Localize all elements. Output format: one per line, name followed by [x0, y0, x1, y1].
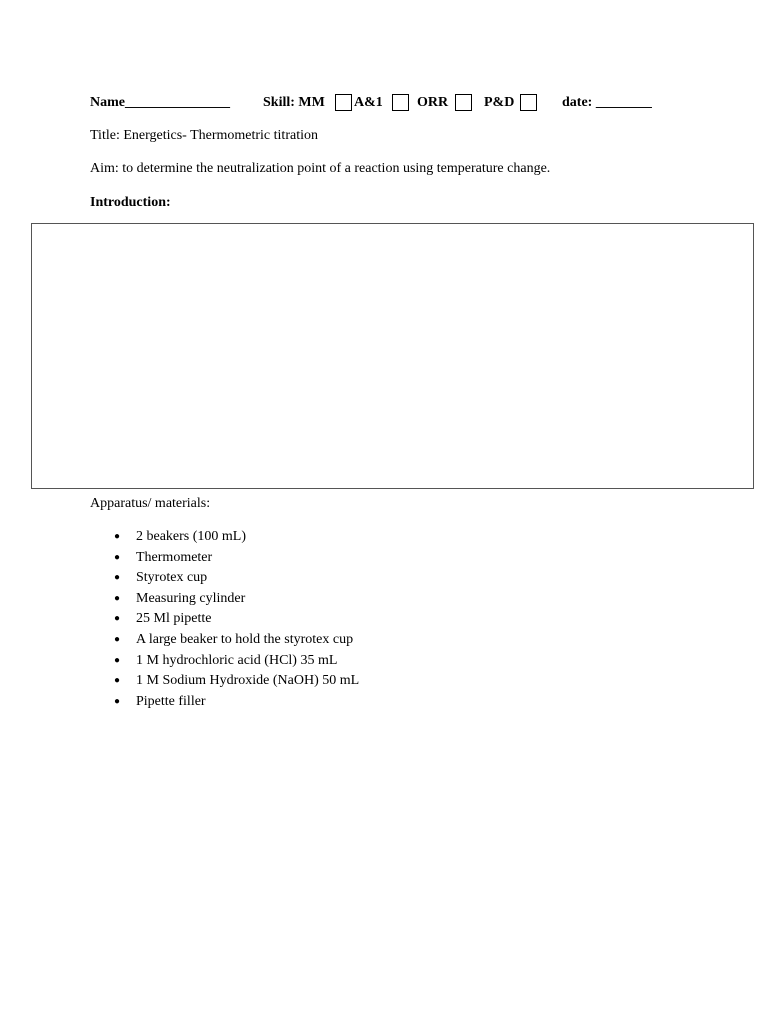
- skill-label: Skill: MM: [263, 95, 325, 110]
- skill-pd-checkbox[interactable]: [520, 94, 537, 111]
- skill-ai-label: A&1: [354, 95, 383, 110]
- list-item: ● Thermometer: [112, 548, 359, 569]
- list-item: ● Styrotex cup: [112, 568, 359, 589]
- bullet-icon: ●: [114, 675, 121, 687]
- worksheet-aim: Aim: to determine the neutralization point of a reaction using temperature change.: [90, 161, 551, 176]
- list-item: ● Measuring cylinder: [112, 589, 359, 610]
- apparatus-heading: Apparatus/ materials:: [90, 496, 211, 511]
- bullet-icon: ●: [114, 633, 121, 645]
- bullet-icon: ●: [114, 654, 121, 666]
- introduction-answer-box[interactable]: [31, 223, 754, 489]
- date-field-label: date: ________: [562, 95, 652, 110]
- skill-orr-checkbox[interactable]: [455, 94, 472, 111]
- bullet-icon: ●: [114, 613, 121, 625]
- skill-orr-label: ORR: [417, 95, 449, 110]
- skill-pd-label: P&D: [484, 95, 515, 110]
- list-item: ● 25 Ml pipette: [112, 609, 359, 630]
- bullet-icon: ●: [114, 551, 121, 563]
- bullet-icon: ●: [114, 572, 121, 584]
- skill-mm-checkbox[interactable]: [335, 94, 352, 111]
- list-item: ● 1 M hydrochloric acid (HCl) 35 mL: [112, 651, 359, 672]
- worksheet-title: Title: Energetics- Thermometric titration: [90, 128, 318, 143]
- materials-list: [112, 527, 359, 712]
- introduction-heading: Introduction:: [90, 195, 171, 210]
- list-item: ● A large beaker to hold the styrotex cup: [112, 630, 359, 651]
- bullet-icon: ●: [114, 592, 121, 604]
- list-item: ● Pipette filler: [112, 692, 359, 713]
- list-item: ● 2 beakers (100 mL): [112, 527, 359, 548]
- bullet-icon: ●: [114, 531, 121, 542]
- header-row: [90, 93, 768, 113]
- skill-ai-checkbox[interactable]: [392, 94, 409, 111]
- name-field-label: Name_______________: [90, 95, 230, 110]
- bullet-icon: ●: [114, 695, 121, 707]
- list-item: ● 1 M Sodium Hydroxide (NaOH) 50 mL: [112, 671, 359, 692]
